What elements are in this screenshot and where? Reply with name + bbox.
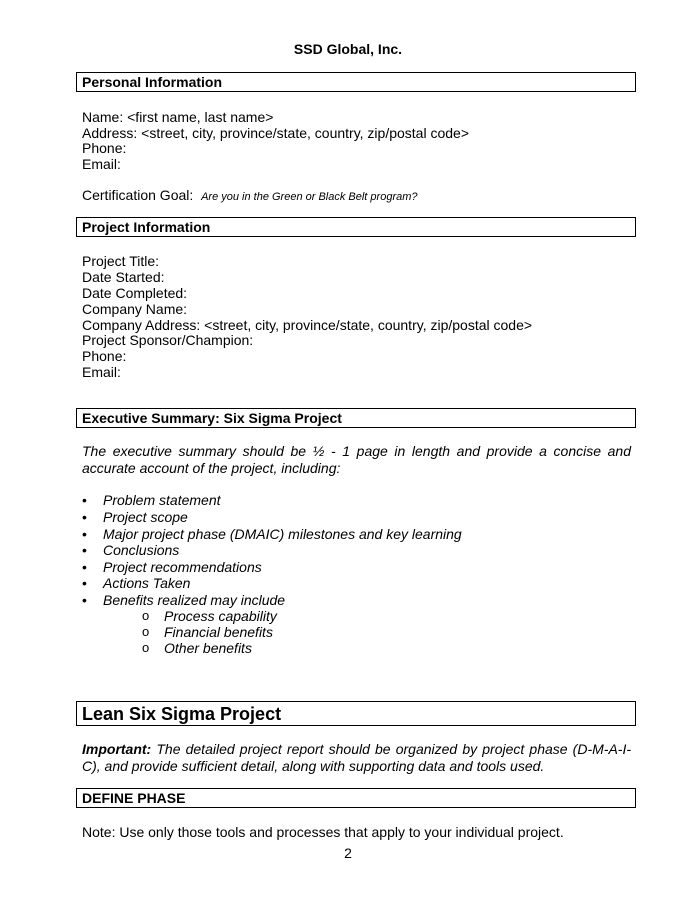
important-text: The detailed project report should be organized by project phase (D-M-A-I-C), and provide sufficient detail, along with supporting data and tools used. (82, 741, 631, 774)
section-header-executive-summary (76, 408, 636, 428)
project-email-field: Email: (82, 364, 121, 380)
bullet-icon: • (82, 542, 87, 558)
section-title: Executive Summary: Six Sigma Project (82, 410, 342, 426)
bullet-icon: • (82, 492, 87, 508)
important-label: Important: (82, 741, 152, 757)
section-header-project (76, 217, 636, 237)
circle-bullet-icon: o (142, 640, 150, 655)
bullet-icon: • (82, 575, 87, 591)
certification-goal (82, 187, 418, 205)
bullet-icon: • (82, 526, 87, 542)
executive-intro: The executive summary should be ½ - 1 page in length and provide a concise and accurate account of the project, including: (82, 443, 631, 476)
section-header-personal (76, 72, 636, 92)
certification-label: Certification Goal: (82, 187, 194, 203)
project-sponsor-field: Project Sponsor/Champion: (82, 332, 254, 348)
important-note (82, 741, 631, 775)
section-header-define-phase (76, 788, 636, 808)
bullet-icon: • (82, 592, 87, 608)
project-title-field: Project Title: (82, 253, 160, 269)
section-header-lean-six-sigma (76, 701, 636, 726)
section-title: Project Information (82, 219, 211, 235)
address-field: Address: <street, city, province/state, country, zip/postal code> (82, 125, 470, 141)
certification-hint: Are you in the Green or Black Belt program? (201, 191, 418, 203)
email-field: Email: (82, 156, 121, 172)
section-title: Lean Six Sigma Project (82, 704, 282, 724)
page-number: 2 (344, 845, 352, 861)
section-title: DEFINE PHASE (82, 790, 186, 806)
bullet-icon: • (82, 509, 87, 525)
company-name: SSD Global, Inc. (293, 41, 403, 57)
bullet-icon: • (82, 559, 87, 575)
phone-field: Phone: (82, 140, 127, 156)
circle-bullet-icon: o (142, 624, 150, 639)
circle-bullet-icon: o (142, 608, 150, 623)
date-started-field: Date Started: (82, 269, 165, 285)
company-address-field: Company Address: <street, city, province/state, country, zip/postal code> (82, 317, 533, 333)
project-phone-field: Phone: (82, 348, 127, 364)
name-field: Name: <first name, last name> (82, 109, 274, 125)
date-completed-field: Date Completed: (82, 285, 188, 301)
define-note: Note: Use only those tools and processes that apply to your individual project. (82, 824, 564, 840)
section-title: Personal Information (82, 74, 223, 90)
company-name-field: Company Name: (82, 301, 188, 317)
